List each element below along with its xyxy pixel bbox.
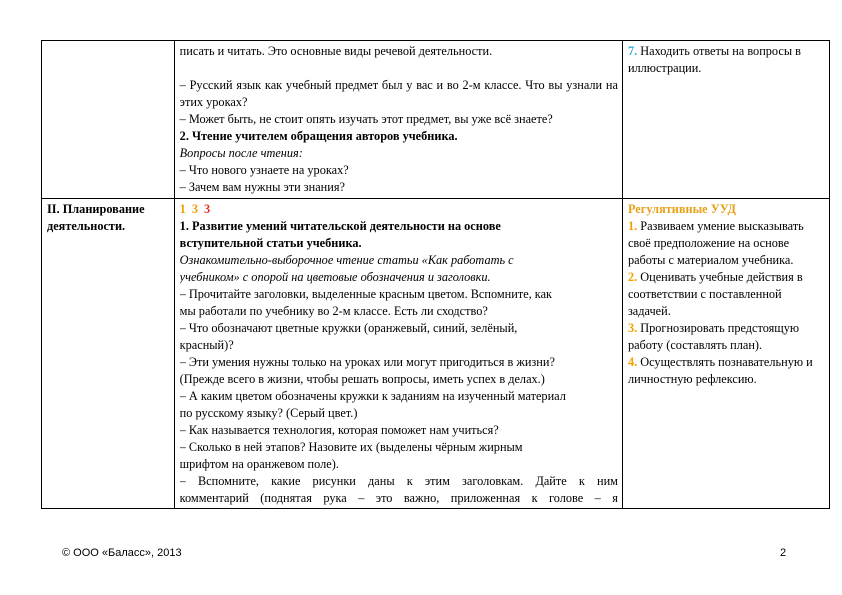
item-text: Прогнозировать предстоящую работу (составлять план). [627,321,800,352]
text-line: – Что обозначают цветные кружки (оранжевый, синий, зелёный, [179,321,518,335]
step-heading: вступительной статьи учебника. [179,236,362,250]
table-row [42,199,830,509]
text-line: – А каким цветом обозначены кружки к заданиям на изученный материал [179,389,566,403]
item-number: 7. [627,44,638,58]
circle-markers [180,201,618,218]
uud-item [628,320,825,354]
item-number: 2. [627,270,638,284]
page-number: 2 [780,547,787,559]
circle-marker: 3 [203,202,211,216]
stage-cell [42,41,175,199]
item-number: 1. [627,219,638,233]
step-heading: 2. Чтение учителем обращения авторов учебника. [179,129,458,143]
item-text: Осуществлять познавательную и личностную рефлексию. [627,355,813,386]
question: – Русский язык как учебный предмет был у вас и во 2-м классе. Что вы узнали на этих уроках? [179,78,618,109]
text-line: – Сколько в ней этапов? Назовите их (выделены чёрным жирным [179,440,523,454]
activity-cell [174,199,622,509]
text-line: мы работали по учебнику во 2-м классе. Есть ли сходство? [179,304,488,318]
questions-label: Вопросы после чтения: [179,146,303,160]
uud-item [628,354,825,388]
uud-cell [622,41,829,199]
item-number: 4. [627,355,638,369]
question: – Может быть, не стоит опять изучать этот предмет, вы уже всё знаете? [179,112,553,126]
copyright-footer: © ООО «Баласс», 2013 [62,547,182,559]
text-line: по русскому языку? (Серый цвет.) [179,406,358,420]
text-line: писать и читать. Это основные виды речевой деятельности. [179,44,493,58]
uud-cell [622,199,829,509]
stage-cell [42,199,175,509]
activity-cell [174,41,622,199]
circle-marker: 1 [179,202,186,216]
uud-item [628,269,825,320]
question: – Зачем вам нужны эти знания? [179,180,345,194]
blank-line [180,60,618,77]
text-line: – Как называется технология, которая поможет нам учиться? [179,423,499,437]
step-heading: 1. Развитие умений читательской деятельности на основе [179,219,501,233]
text-line: (Прежде всего в жизни, чтобы решать вопросы, иметь успех в делах.) [179,372,545,386]
reading-instruction: учебником» с опорой на цветовые обозначения и заголовки. [179,270,491,284]
item-text: Находить ответы на вопросы в иллюстрации. [627,44,801,75]
text-line: – Вспомните, какие рисунки даны к этим заголовкам. Дайте к ним [179,474,618,488]
uud-item [628,218,825,269]
table-row [42,41,830,199]
item-text: Развиваем умение высказывать своё предположение на основе работы с материалом учебника. [627,219,804,267]
uud-header: Регулятивные УУД [627,202,736,216]
stage-title: II. Планирование деятельности. [47,202,145,233]
item-number: 3. [627,321,638,335]
text-line: – Эти умения нужны только на уроках или могут пригодиться в жизни? [179,355,555,369]
circle-marker: 3 [191,202,198,216]
text-line: комментарий (поднятая рука – это важно, приложенная к голове – я [179,491,618,505]
item-text: Оценивать учебные действия в соответствии с поставленной задачей. [627,270,803,318]
lesson-table [41,40,830,509]
text-line: шрифтом на оранжевом поле). [179,457,339,471]
question: – Что нового узнаете на уроках? [179,163,349,177]
text-line: красный)? [179,338,234,352]
reading-instruction: Ознакомительно-выборочное чтение статьи «Как работать с [179,253,514,267]
text-line: – Прочитайте заголовки, выделенные красным цветом. Вспомните, как [179,287,553,301]
